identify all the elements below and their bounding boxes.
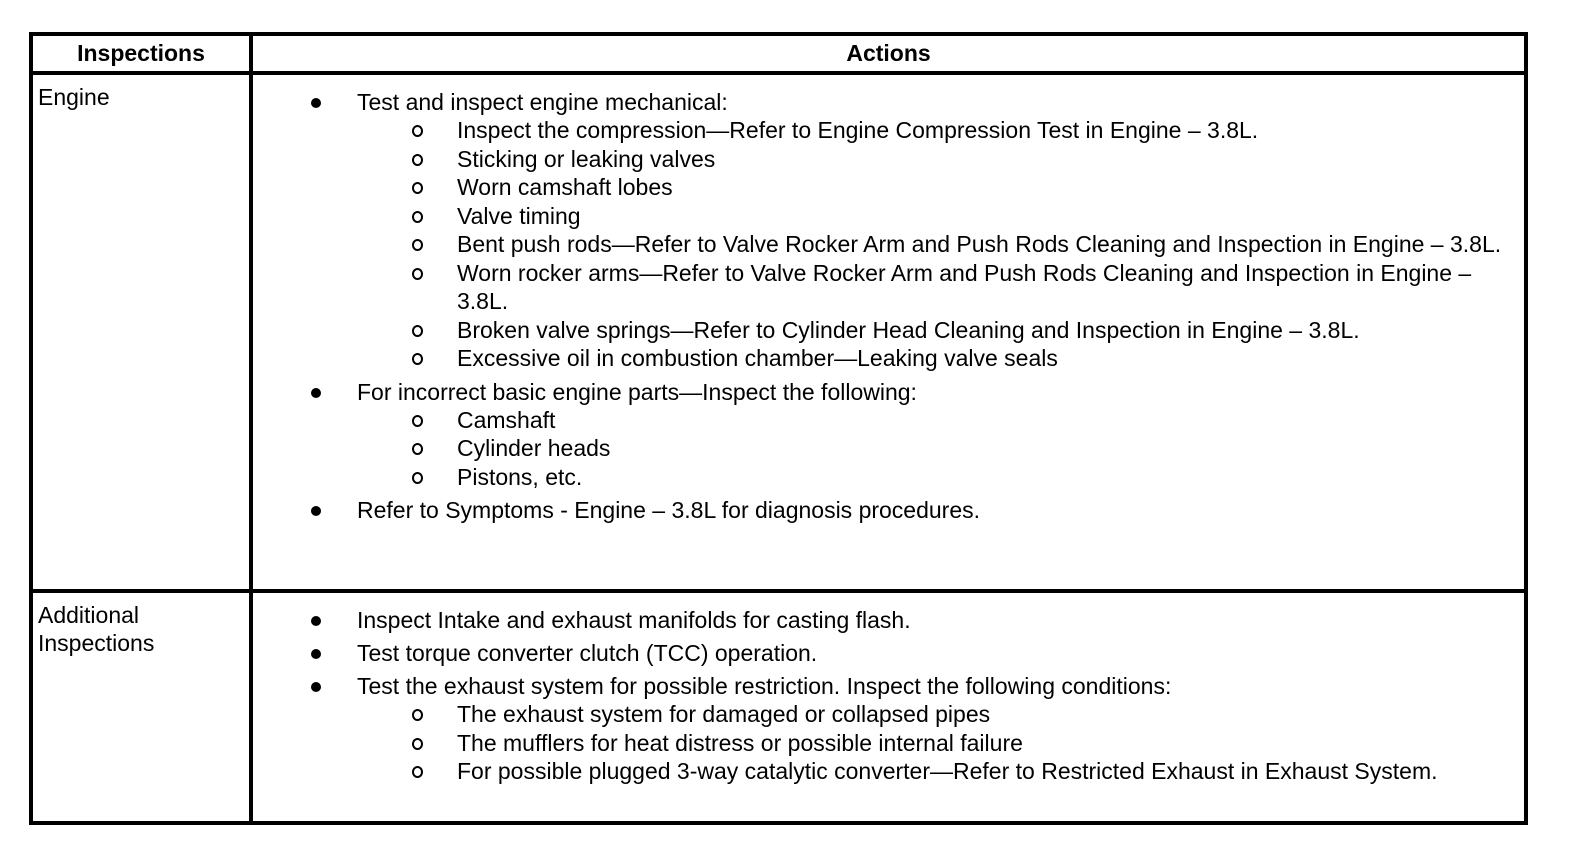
sub-action-text: Cylinder heads [457,435,611,461]
sub-action-text: Worn rocker arms—Refer to Valve Rocker Arm and Push Rods Cleaning and Inspection in Engine – 3.8L. [457,259,1472,314]
sub-action-text: Worn camshaft lobes [457,174,673,200]
sub-action-text: Bent push rods—Refer to Valve Rocker Arm and Push Rods Cleaning and Inspection in Engine – 3.8L. [457,231,1502,257]
sub-action-item [357,406,1524,435]
inspection-cell: Additional Inspections [31,591,251,823]
action-item [253,496,1524,524]
actions-cell [251,73,1526,591]
bullet-icon [311,682,321,692]
header-row [31,34,1526,73]
circle-bullet-icon [412,125,423,137]
bullet-icon [311,506,321,516]
bullet-icon [311,388,321,398]
bullet-icon [311,616,321,626]
sub-action-item [357,757,1524,786]
circle-bullet-icon [412,182,423,194]
circle-bullet-icon [412,709,423,721]
action-item [253,606,1524,634]
sub-action-text: The mufflers for heat distress or possible internal failure [457,729,1023,756]
sub-action-item [357,316,1524,345]
sub-action-item [357,729,1524,758]
sub-action-text: Pistons, etc. [457,463,583,490]
sub-action-item [357,116,1524,145]
circle-bullet-icon [412,415,423,427]
action-text: Refer to Symptoms - Engine – 3.8L for diagnosis procedures. [357,497,981,523]
sub-action-item [357,463,1524,492]
action-item [253,672,1524,786]
circle-bullet-icon [412,738,423,750]
sub-action-text: For possible plugged 3-way catalytic converter—Refer to Restricted Exhaust in Exhaust System. [457,758,1438,784]
header-actions: Actions [251,34,1526,73]
sub-action-text: Excessive oil in combustion chamber—Leaking valve seals [457,345,1058,371]
circle-bullet-icon [412,353,423,365]
action-text: Test and inspect engine mechanical: [357,89,728,115]
sub-action-item [357,173,1524,202]
sub-action-item [357,145,1524,174]
sub-action-list [357,700,1524,786]
action-item [253,378,1524,492]
sub-action-list [357,116,1524,373]
sub-action-text: Camshaft [457,406,556,433]
sub-action-item [357,700,1524,729]
action-list [253,606,1524,786]
sub-action-item [357,344,1524,373]
action-text: Test torque converter clutch (TCC) operation. [357,640,818,666]
sub-action-item [357,230,1524,259]
action-text: For incorrect basic engine parts—Inspect the following: [357,378,917,405]
sub-action-item [357,202,1524,231]
sub-action-text: Valve timing [457,202,581,229]
circle-bullet-icon [412,443,423,455]
action-text: Inspect Intake and exhaust manifolds for casting flash. [357,607,911,633]
circle-bullet-icon [412,211,423,223]
sub-action-list [357,406,1524,492]
circle-bullet-icon [412,154,423,166]
sub-action-item [357,259,1524,316]
inspection-cell: Engine [31,73,251,591]
sub-action-text: Inspect the compression—Refer to Engine Compression Test in Engine – 3.8L. [457,117,1259,143]
action-item [253,88,1524,373]
inspection-table [29,32,1528,825]
table-row-engine [31,73,1526,591]
circle-bullet-icon [412,766,423,778]
sub-action-text: The exhaust system for damaged or collapsed pipes [457,701,991,727]
action-list [253,88,1524,524]
action-item [253,639,1524,667]
sub-action-text: Sticking or leaking valves [457,145,716,172]
bullet-icon [311,98,321,108]
action-text: Test the exhaust system for possible restriction. Inspect the following conditions: [357,673,1172,699]
header-inspections: Inspections [31,34,251,73]
sub-action-text: Broken valve springs—Refer to Cylinder Head Cleaning and Inspection in Engine – 3.8L. [457,316,1360,343]
circle-bullet-icon [412,268,423,280]
bullet-icon [311,649,321,659]
circle-bullet-icon [412,472,423,484]
actions-cell [251,591,1526,823]
table-row-additional-inspections [31,591,1526,823]
circle-bullet-icon [412,325,423,337]
circle-bullet-icon [412,239,423,251]
sub-action-item [357,434,1524,463]
